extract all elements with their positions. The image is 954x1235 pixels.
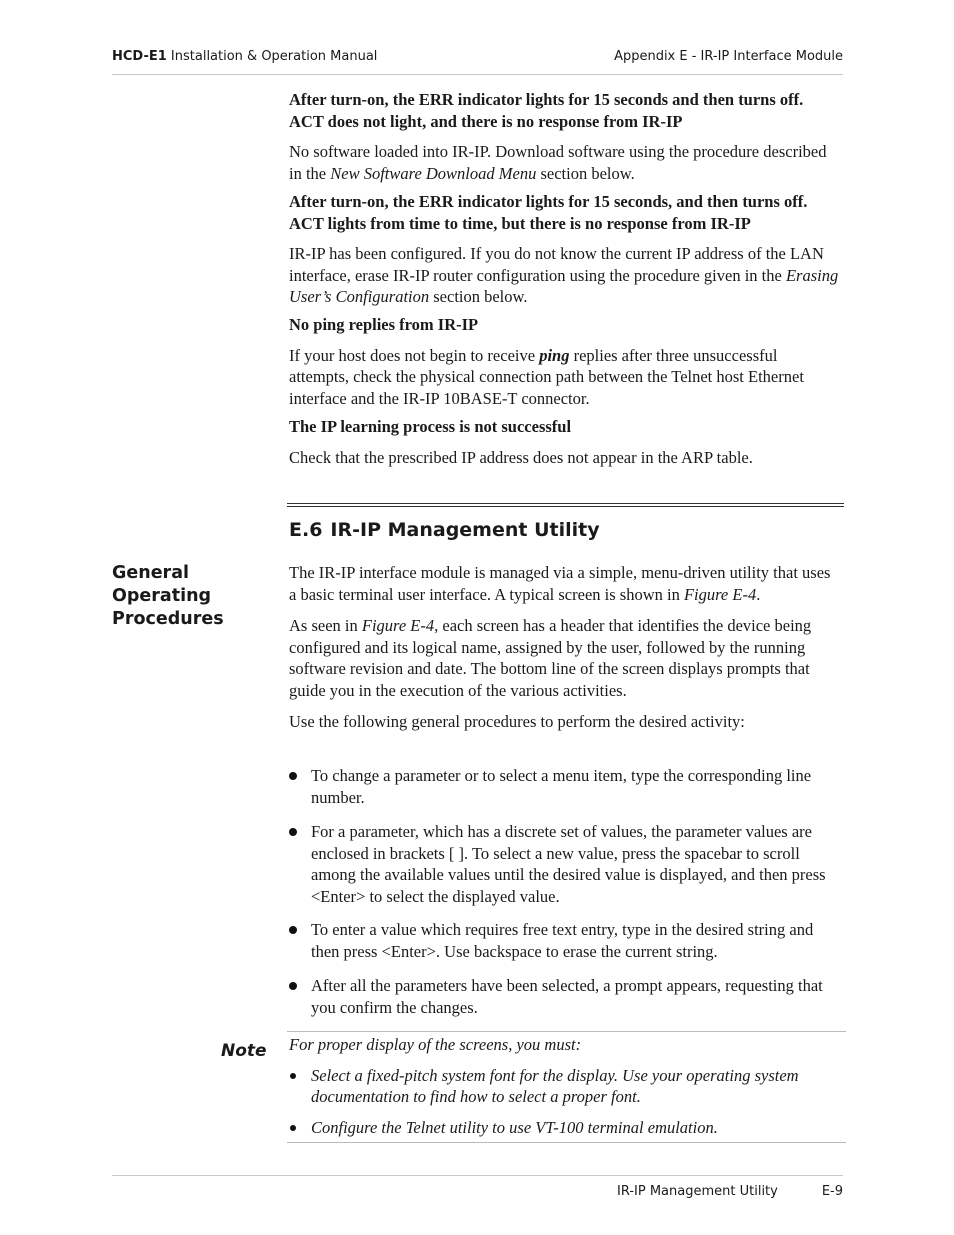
trouble-entry-3 [289, 314, 841, 409]
trouble-body: No software loaded into IR-IP. Download software using the procedure described in the New Software Download Menu section below. [289, 142, 827, 183]
bullet-icon [289, 828, 297, 836]
intro-paragraph-1: The IR-IP interface module is managed via a simple, menu-driven utility that uses a basic terminal user interface. A typical screen is shown in Figure E-4. [289, 563, 831, 604]
section-divider [287, 503, 844, 507]
intro-paragraph-2: As seen in Figure E-4, each screen has a header that identifies the device being configured and its logical name, assigned by the user, followed by the running software revision and date. The bottom line of the screen displays prompts that guide you in the execution of the various activities. [289, 616, 812, 700]
bullet-icon [289, 772, 297, 780]
note-lead: For proper display of the screens, you must: [289, 1035, 582, 1054]
trouble-entry-4 [289, 416, 841, 468]
intro-paragraph-3: Use the following general procedures to perform the desired activity: [289, 712, 745, 731]
list-item: For a parameter, which has a discrete set of values, the parameter values are enclosed in brackets [ ]. To select a new value, press the spacebar to scroll among the available values until the desired value is displayed, and then press <Enter> to select the displayed value. [289, 821, 841, 907]
page-header [112, 48, 843, 75]
footer-title: IR-IP Management Utility [617, 1184, 778, 1199]
list-item: Select a fixed-pitch system font for the display. Use your operating system documentation to find how to select a proper font. [289, 1065, 841, 1108]
procedure-bullets [289, 765, 841, 1018]
bullet-icon [289, 982, 297, 990]
procedures-intro [289, 562, 841, 733]
trouble-heading: After turn-on, the ERR indicator lights for 15 seconds and then turns off. ACT does not light, and there is no response from IR-IP [289, 90, 804, 131]
header-manual-title: HCD-E1 Installation & Operation Manual [112, 49, 378, 64]
list-item: Configure the Telnet utility to use VT-100 terminal emulation. [289, 1117, 841, 1139]
list-item: To enter a value which requires free text entry, type in the desired string and then press <Enter>. Use backspace to erase the current string. [289, 919, 841, 962]
trouble-heading: The IP learning process is not successful [289, 417, 572, 436]
list-item: After all the parameters have been selected, a prompt appears, requesting that you confirm the changes. [289, 975, 841, 1018]
trouble-heading: No ping replies from IR-IP [289, 315, 479, 334]
note-content [289, 1034, 841, 1138]
bullet-icon [289, 926, 297, 934]
trouble-body: Check that the prescribed IP address does not appear in the ARP table. [289, 447, 753, 467]
header-appendix-title: Appendix E - IR-IP Interface Module [614, 49, 843, 64]
page-number: E-9 [821, 1184, 843, 1199]
trouble-heading: After turn-on, the ERR indicator lights for 15 seconds, and then turns off. ACT lights from time to time, but there is no response from IR-IP [289, 192, 808, 233]
list-item: To change a parameter or to select a menu item, type the corresponding line number. [289, 765, 841, 808]
trouble-body: IR-IP has been configured. If you do not know the current IP address of the LAN interface, erase IR-IP router configuration using the procedure given in the Erasing User’s Configuration section below. [289, 244, 839, 306]
trouble-body: If your host does not begin to receive ping replies after three unsuccessful attempts, check the physical connection path between the Telnet host Ethernet interface and the IR-IP 10BASE-T connector. [289, 345, 804, 408]
trouble-entry-2 [289, 191, 841, 308]
side-heading: General Operating Procedures [112, 563, 224, 629]
page-footer [112, 1175, 843, 1199]
bullet-icon [290, 1073, 296, 1079]
trouble-entry-1 [289, 89, 841, 184]
note-label: Note [221, 1041, 267, 1061]
section-heading: E.6 IR-IP Management Utility [289, 519, 600, 541]
bullet-icon [290, 1125, 296, 1131]
